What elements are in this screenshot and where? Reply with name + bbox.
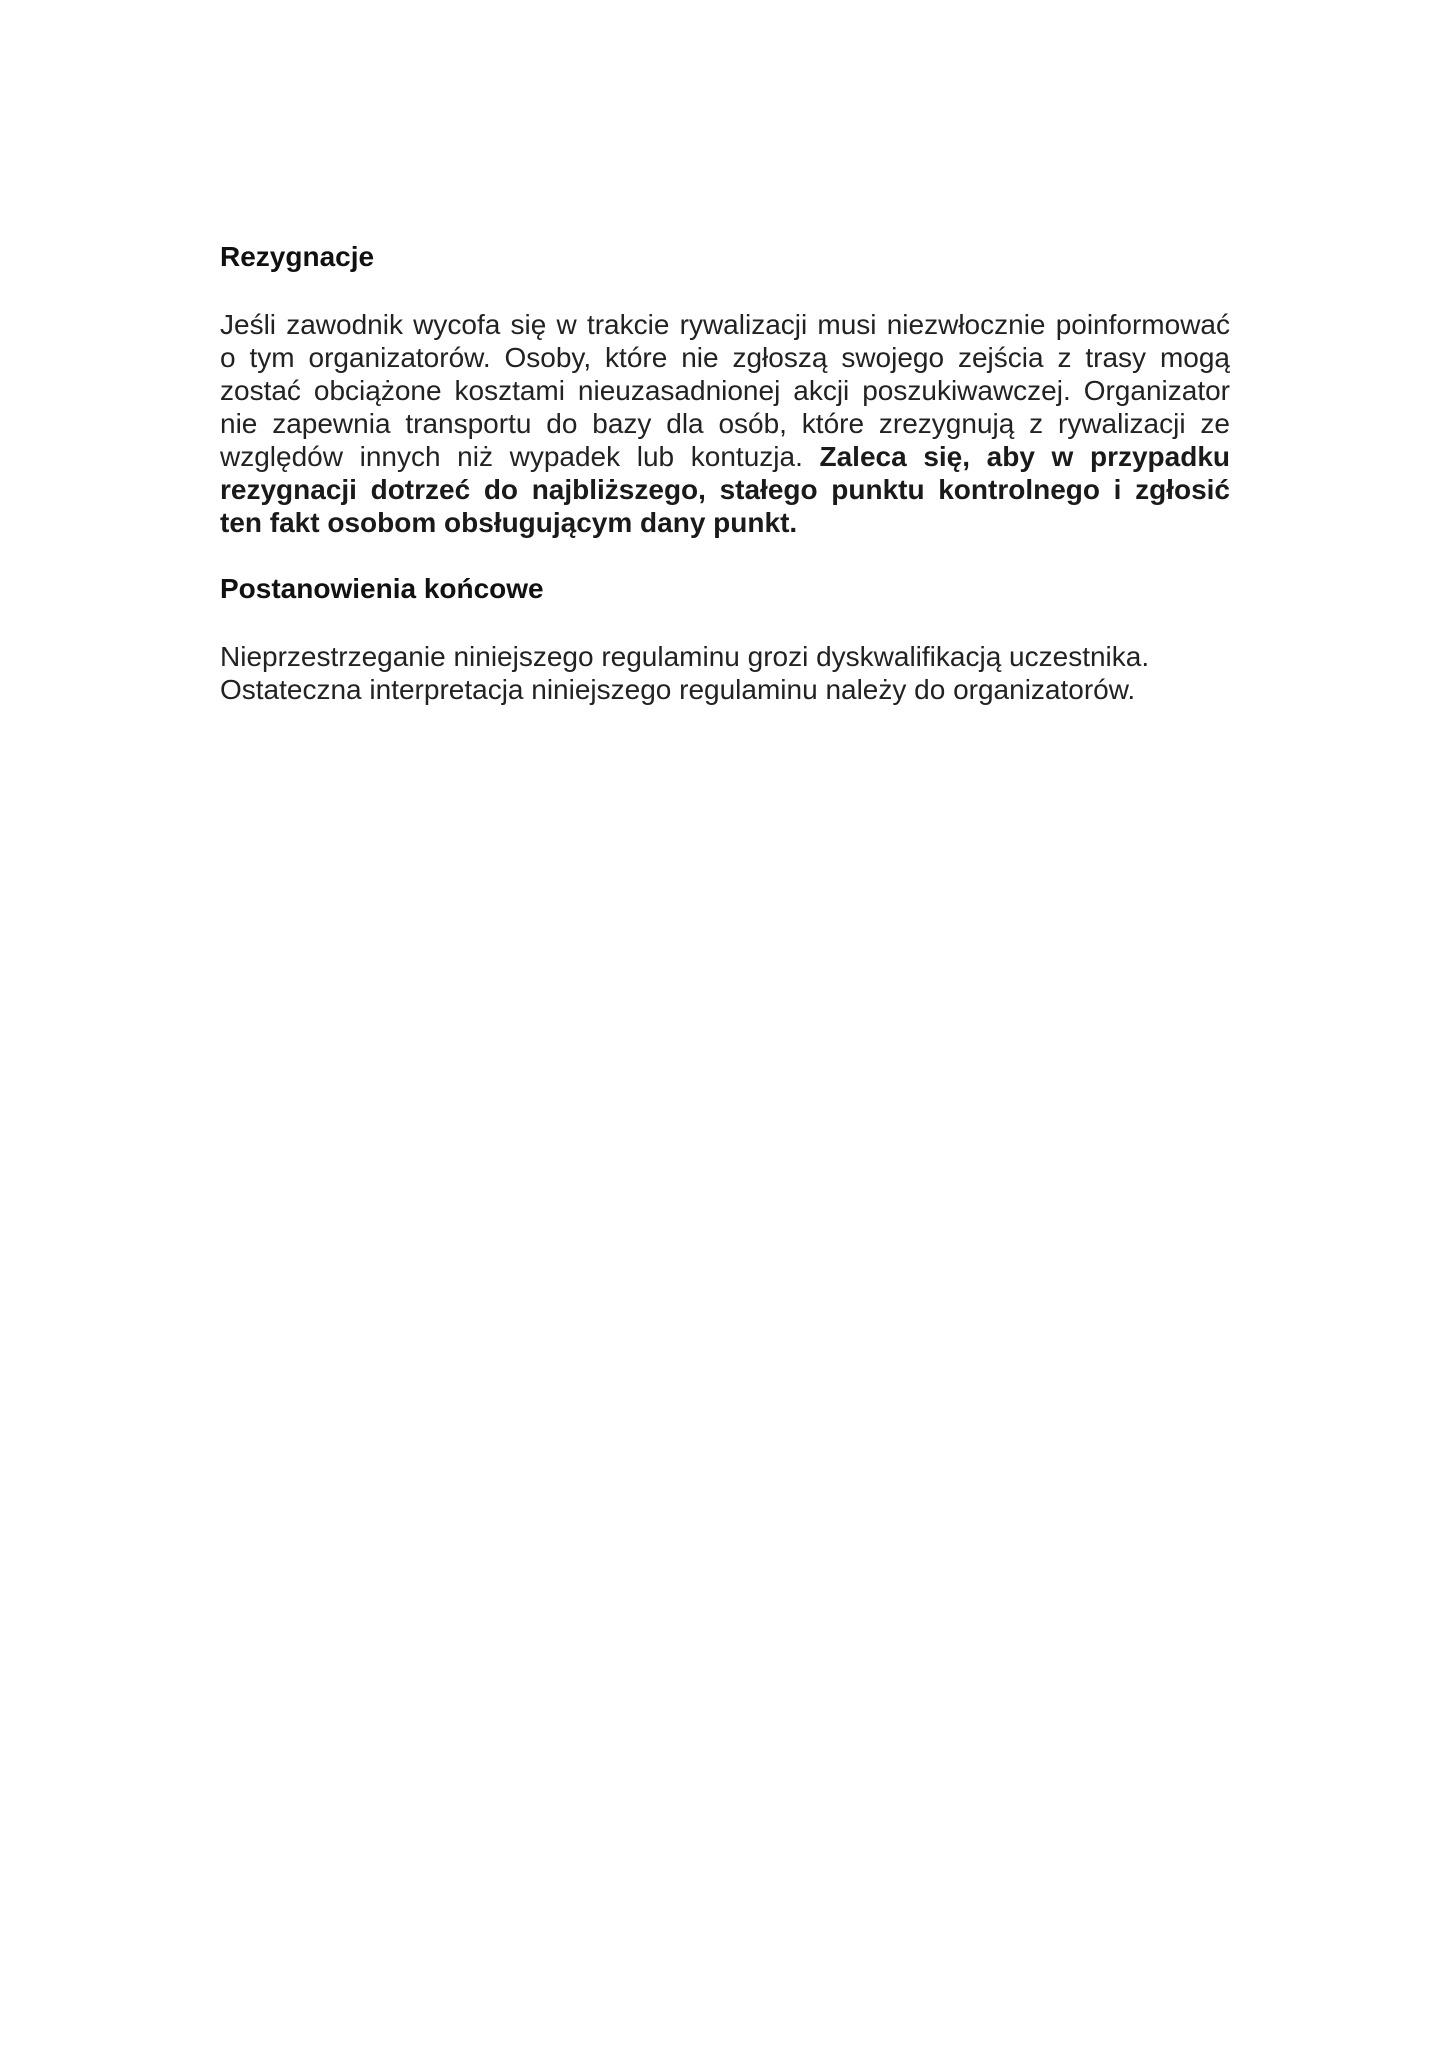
section-paragraph-postanowienia bbox=[220, 640, 1230, 706]
paragraph-bold-text: Zaleca się, aby w przypadku rezygnacji dotrzeć do najbliższego, stałego punktu kontrolnego i zgłosić ten fakt osobom obsługującym dany punkt. bbox=[220, 441, 1231, 538]
paragraph-line: Nieprzestrzeganie niniejszego regulaminu grozi dyskwalifikacją uczestnika. bbox=[220, 641, 1150, 672]
section-heading-rezygnacje: Rezygnacje bbox=[220, 241, 375, 272]
section-paragraph-rezygnacje bbox=[220, 308, 1230, 539]
section-heading-postanowienia: Postanowienia końcowe bbox=[220, 573, 544, 604]
paragraph-regular-text: Jeśli zawodnik wycofa się w trakcie rywalizacji musi niezwłocznie poinformować o tym organizatorów. Osoby, które nie zgłoszą swojego zejścia z trasy mogą zostać obciążone kosztami nieuzasadnionej akcji poszukiwawczej. Organizator nie zapewnia transportu do bazy dla osób, które zrezygnują z rywalizacji ze względów innych niż wypadek lub kontuzja. bbox=[220, 309, 1230, 472]
paragraph-line: Ostateczna interpretacja niniejszego regulaminu należy do organizatorów. bbox=[220, 674, 1136, 705]
document-page bbox=[220, 240, 1230, 706]
